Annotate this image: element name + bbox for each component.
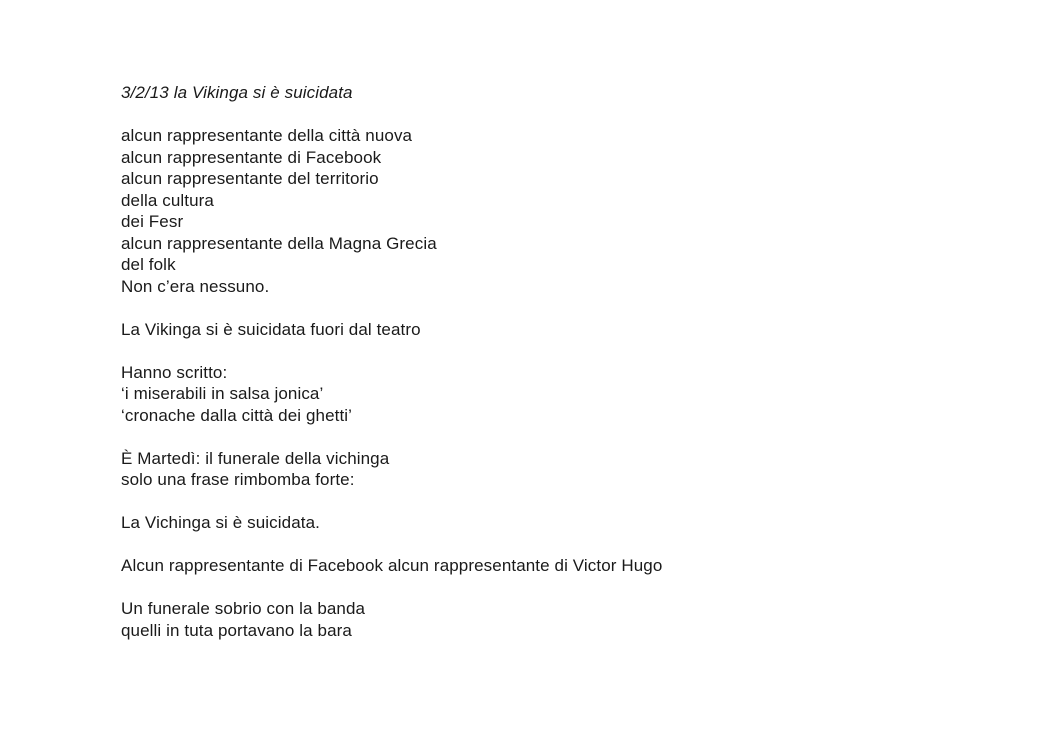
stanza-gap [121, 577, 1001, 599]
poem-title: 3/2/13 la Vikinga si è suicidata [121, 83, 353, 102]
poem-body [121, 82, 1001, 641]
poem-line: dei Fesr [121, 212, 184, 231]
stanza-gap [121, 340, 1001, 362]
poem-line: alcun rappresentante della città nuova [121, 126, 413, 145]
stanza-gap [121, 491, 1001, 513]
poem-line: alcun rappresentante di Facebook [121, 147, 382, 167]
poem-line: Alcun rappresentante di Facebook alcun rappresentante di Victor Hugo [121, 556, 663, 575]
poem-line: alcun rappresentante del territorio [121, 169, 379, 188]
poem-line: Non c’era nessuno. [121, 276, 270, 296]
stanza-gap [121, 426, 1001, 448]
stanza-gap [121, 104, 1001, 126]
poem-line: È Martedì: il funerale della vichinga [121, 448, 390, 468]
poem-line: Hanno scritto: [121, 362, 228, 382]
poem-line: solo una frase rimbomba forte: [121, 470, 355, 489]
stanza-gap [121, 297, 1001, 319]
poem-line: alcun rappresentante della Magna Grecia [121, 233, 437, 253]
poem-line: del folk [121, 255, 176, 274]
poem-line: Un funerale sobrio con la banda [121, 599, 366, 618]
poem-line: della cultura [121, 190, 214, 210]
poem-line: quelli in tuta portavano la bara [121, 620, 352, 640]
poem-line: La Vikinga si è suicidata fuori dal teatro [121, 319, 421, 339]
stanza-gap [121, 534, 1001, 556]
poem-line: La Vichinga si è suicidata. [121, 513, 320, 532]
poem-line: ‘cronache dalla città dei ghetti’ [121, 405, 353, 425]
poem-line: ‘i miserabili in salsa jonica’ [121, 384, 324, 403]
